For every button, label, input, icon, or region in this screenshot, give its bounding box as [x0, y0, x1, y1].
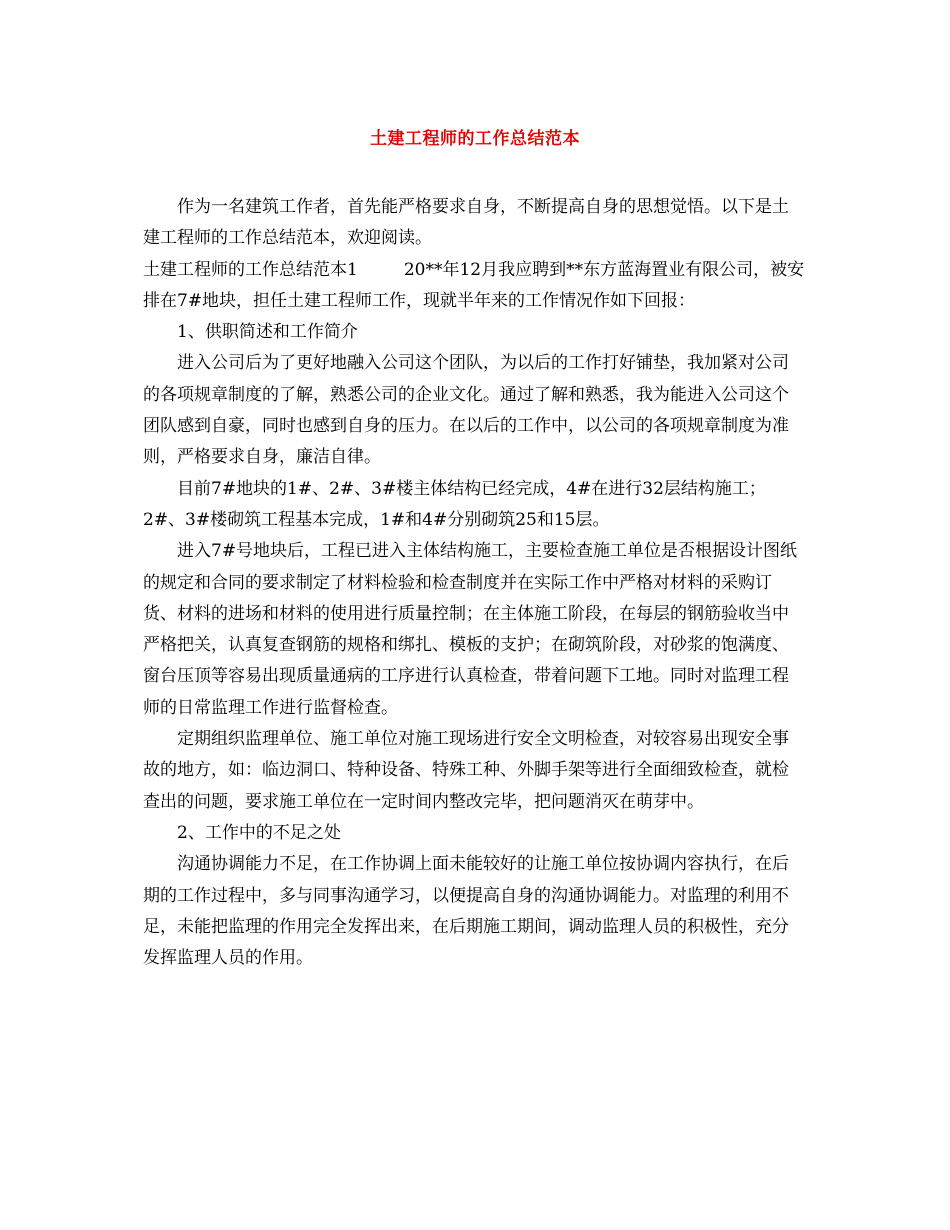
- sample-opening: 20**年12月我应聘到**东方蓝海置业有限公司，被安排在7#地块，担任土建工程师工作，现就半年来的工作情况作如下回报：: [143, 259, 805, 311]
- paragraph-2: 目前7#地块的1#、2#、3#楼主体结构已经完成，4#在进行32层结构施工；2#、3#楼砌筑工程基本完成，1#和4#分别砌筑25和15层。: [143, 478, 766, 530]
- sample-paragraph: [143, 255, 805, 318]
- section-1-heading: 1、供职简述和工作简介: [177, 322, 358, 343]
- document-body: [143, 192, 805, 974]
- document-title: 土建工程师的工作总结范本: [370, 129, 580, 149]
- paragraph-5: 沟通协调能力不足，在工作协调上面未能较好的让施工单位按协调内容执行，在后期的工作过程中，多与同事沟通学习，以便提高自身的沟通协调能力。对监理的利用不足，未能把监理的作用完全发挥出来，在后期施工期间，调动监理人员的积极性，充分发挥监理人员的作用。: [143, 854, 789, 969]
- sample-heading: 土建工程师的工作总结范本1: [143, 259, 358, 280]
- paragraph-4: 定期组织监理单位、施工单位对施工现场进行安全文明检查，对较容易出现安全事故的地方，如：临边洞口、特种设备、特殊工种、外脚手架等进行全面细致检查，就检查出的问题，要求施工单位在一定时间内整改完毕，把问题消灭在萌芽中。: [143, 729, 789, 812]
- paragraph-1: 进入公司后为了更好地融入公司这个团队，为以后的工作打好铺垫，我加紧对公司的各项规章制度的了解，熟悉公司的企业文化。通过了解和熟悉，我为能进入公司这个团队感到自豪，同时也感到自身的压力。在以后的工作中，以公司的各项规章制度为准则，严格要求自身，廉洁自律。: [143, 353, 789, 468]
- intro-paragraph: 作为一名建筑工作者，首先能严格要求自身，不断提高自身的思想觉悟。以下是土建工程师的工作总结范本，欢迎阅读。: [143, 197, 789, 249]
- paragraph-3: 进入7#号地块后，工程已进入主体结构施工，主要检查施工单位是否根据设计图纸的规定和合同的要求制定了材料检验和检查制度并在实际工作中严格对材料的采购订货、材料的进场和材料的使用进行质量控制；在主体施工阶段，在每层的钢筋验收当中严格把关，认真复查钢筋的规格和绑扎、模板的支护；在砌筑阶段，对砂浆的饱满度、窗台压顶等容易出现质量通病的工序进行认真检查，带着问题下工地。同时对监理工程师的日常监理工作进行监督检查。: [143, 541, 798, 718]
- section-2-heading: 2、工作中的不足之处: [177, 822, 341, 843]
